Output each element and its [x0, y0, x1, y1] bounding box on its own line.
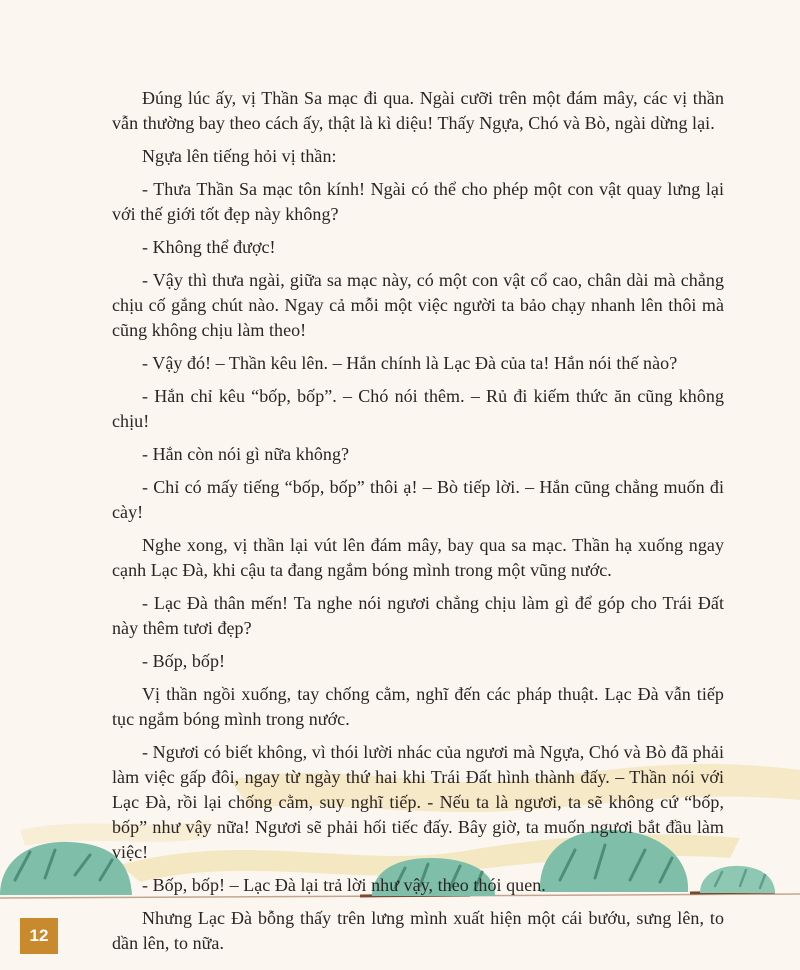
paragraph: Đúng lúc ấy, vị Thần Sa mạc đi qua. Ngài cưỡi trên một đám mây, các vị thần vẫn thường bay theo cách ấy, thật là kì diệu! Thấy Ngựa, Chó và Bò, ngài dừng lại.: [112, 88, 724, 133]
paragraph: Vị thần ngồi xuống, tay chống cằm, nghĩ đến các pháp thuật. Lạc Đà vẫn tiếp tục ngắm bóng mình trong nước.: [112, 684, 724, 729]
paragraph: - Chỉ có mấy tiếng “bốp, bốp” thôi ạ! – Bò tiếp lời. – Hắn cũng chẳng muốn đi cày!: [112, 477, 724, 522]
paragraph: Nhưng Lạc Đà bỗng thấy trên lưng mình xuất hiện một cái bướu, sưng lên, to dần lên, to nữa.: [112, 908, 724, 953]
page-number: 12: [29, 926, 49, 945]
paragraph: - Bốp, bốp! – Lạc Đà lại trả lời như vậy, theo thói quen.: [142, 875, 546, 895]
paragraph: - Ngươi có biết không, vì thói lười nhác của ngươi mà Ngựa, Chó và Bò đã phải làm việc gấp đôi, ngay từ ngày thứ hai khi Trái Đất hình thành đấy. – Thần nói với Lạc Đà, rồi lại chống cằm, suy nghĩ tiếp. - Nếu ta là ngươi, ta sẽ không cứ “bốp, bốp” như vậy nữa! Ngươi sẽ phải hối tiếc đấy. Bây giờ, ta muốn ngươi bắt đầu làm việc!: [112, 742, 724, 862]
paragraph: Ngựa lên tiếng hỏi vị thần:: [142, 146, 337, 166]
paragraph: - Hắn còn nói gì nữa không?: [142, 444, 350, 464]
paragraph: Nghe xong, vị thần lại vút lên đám mây, bay qua sa mạc. Thần hạ xuống ngay cạnh Lạc Đà, khi cậu ta đang ngắm bóng mình trong một vũng nước.: [112, 535, 724, 580]
paragraph: - Vậy thì thưa ngài, giữa sa mạc này, có một con vật cổ cao, chân dài mà chẳng chịu cố gắng chút nào. Ngay cả mỗi một việc người ta bảo chạy nhanh lên thôi mà cũng không chịu làm theo!: [112, 270, 724, 340]
paragraph: - Vậy đó! – Thần kêu lên. – Hắn chính là Lạc Đà của ta! Hắn nói thế nào?: [142, 353, 678, 373]
paragraph: - Không thể được!: [142, 237, 276, 257]
story-text: [112, 86, 724, 964]
paragraph: - Hắn chỉ kêu “bốp, bốp”. – Chó nói thêm. – Rủ đi kiếm thức ăn cũng không chịu!: [112, 386, 724, 431]
page-number-tab: [20, 918, 58, 954]
paragraph: - Lạc Đà thân mến! Ta nghe nói ngươi chẳng chịu làm gì để góp cho Trái Đất này thêm tươi đẹp?: [112, 593, 724, 638]
paragraph: - Thưa Thần Sa mạc tôn kính! Ngài có thể cho phép một con vật quay lưng lại với thế giới tốt đẹp này không?: [112, 179, 724, 224]
paragraph: - Bốp, bốp!: [142, 651, 226, 671]
